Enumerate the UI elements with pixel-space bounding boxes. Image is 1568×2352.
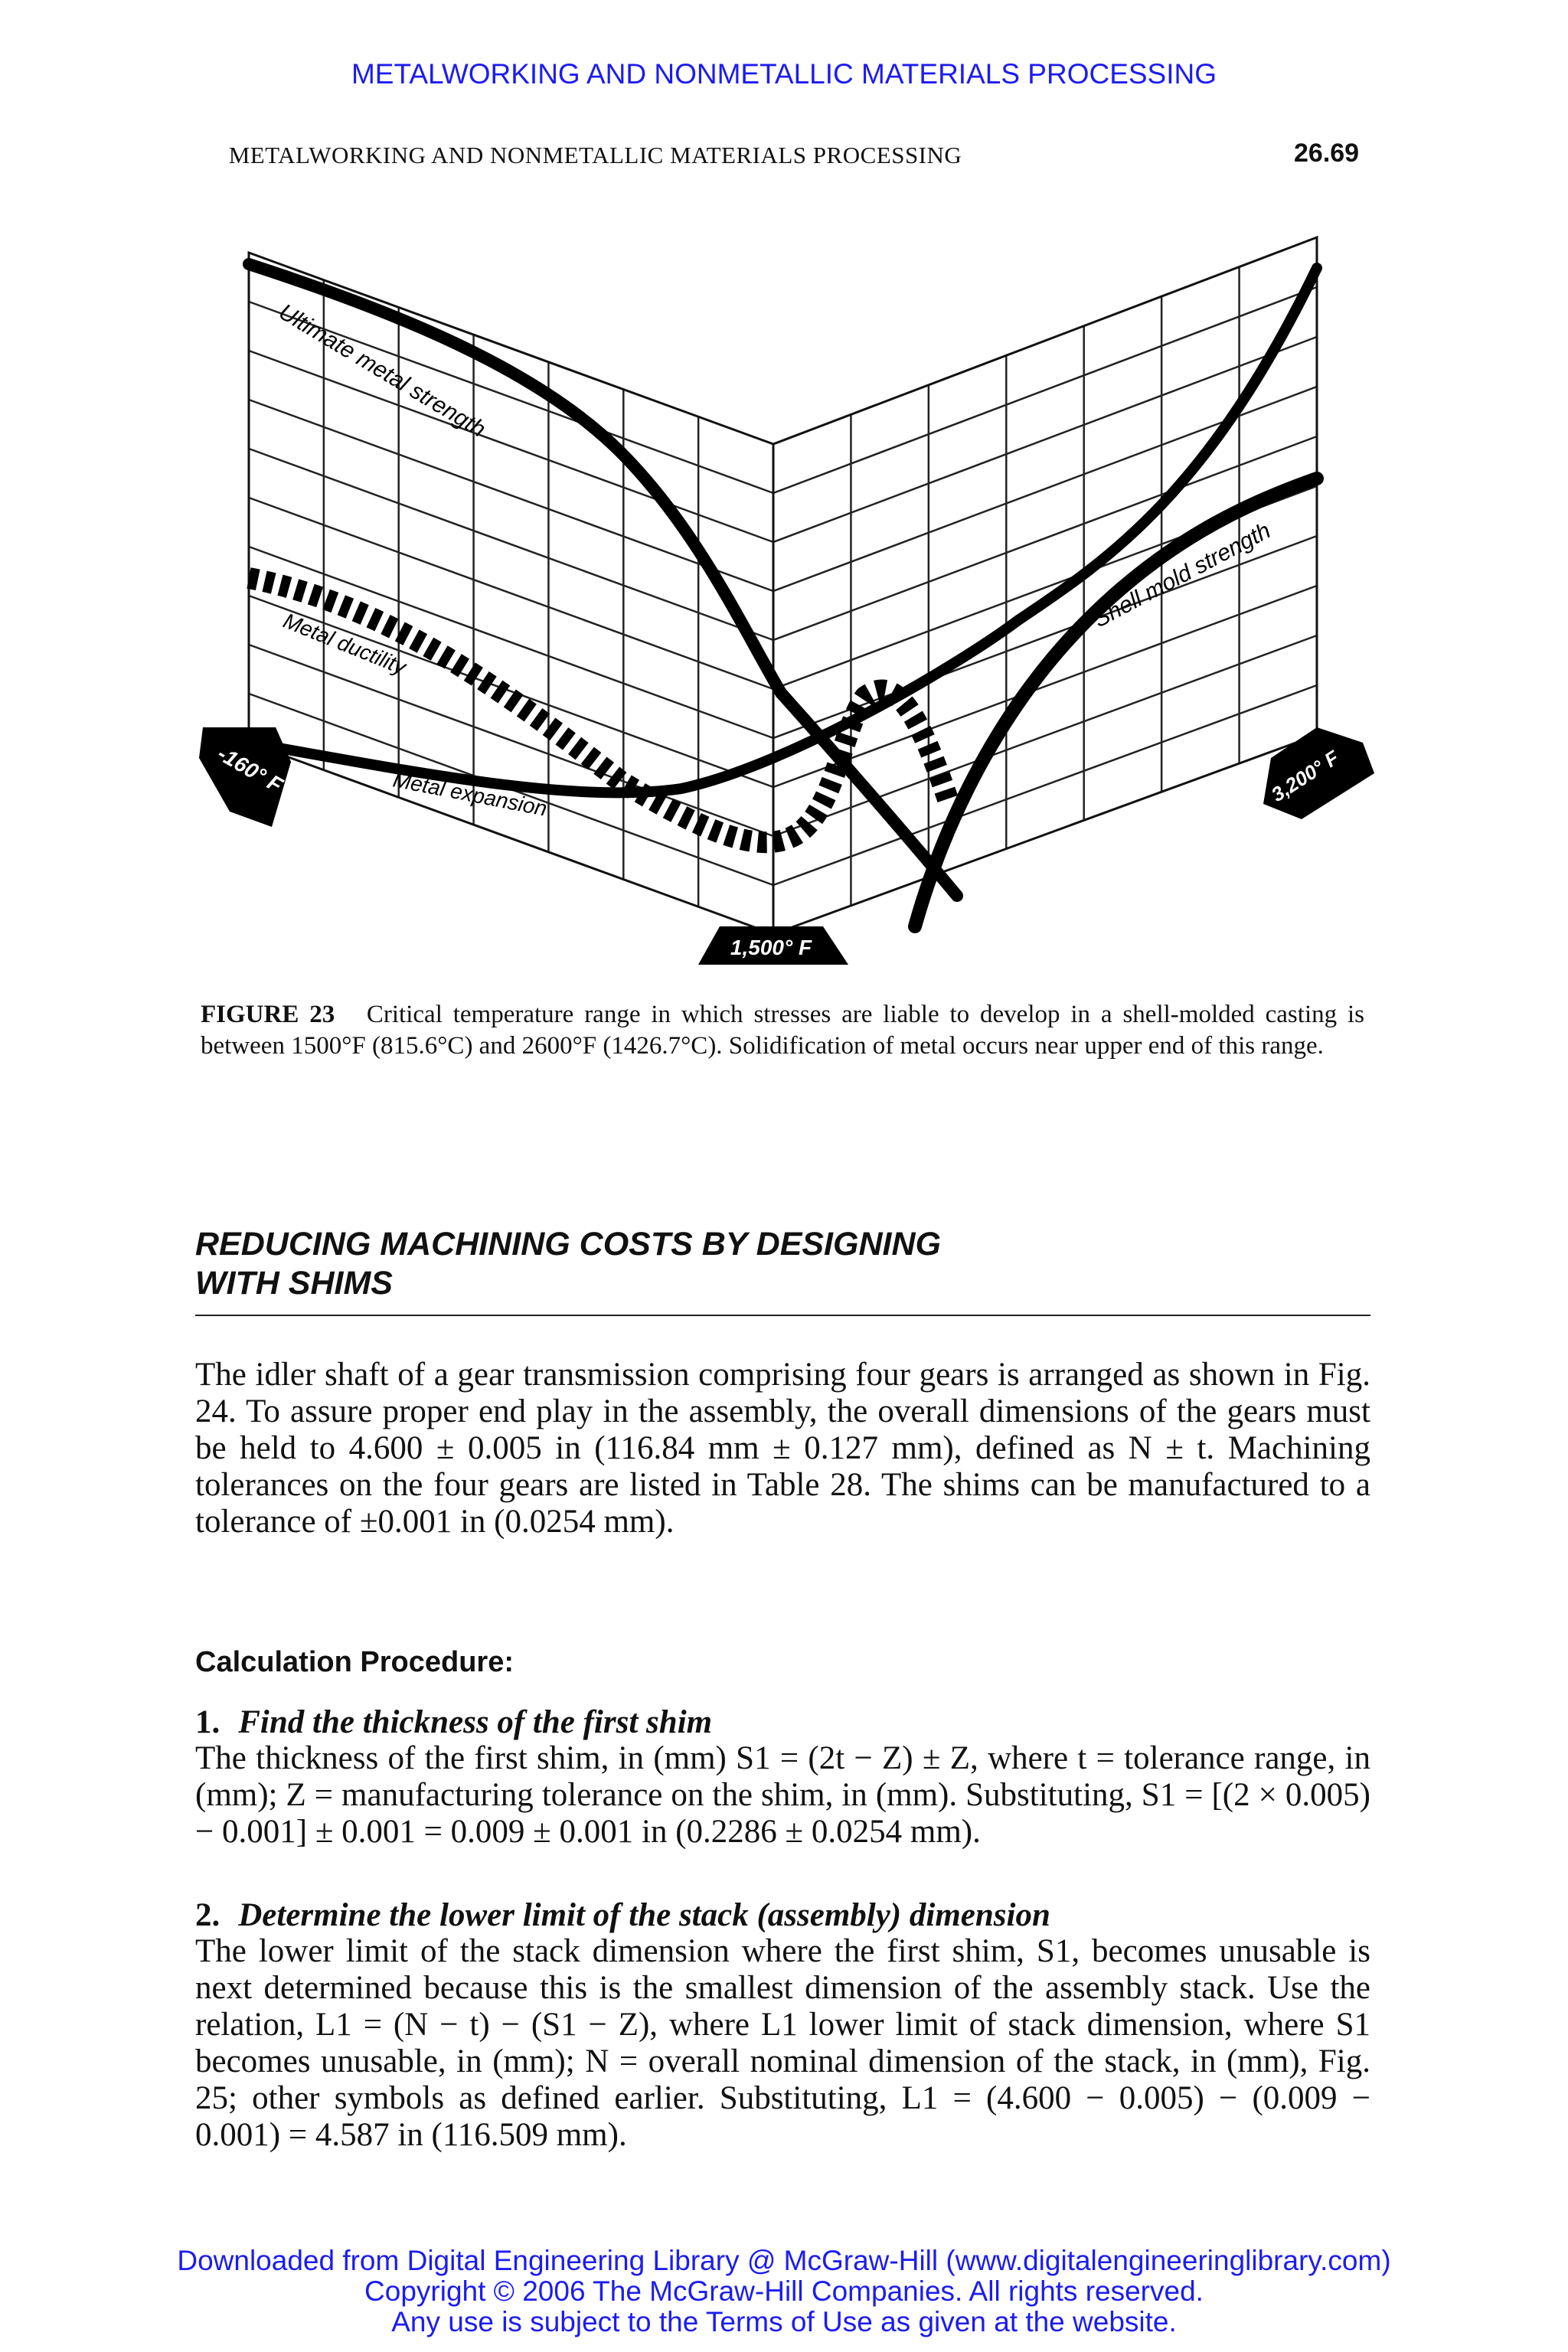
caption-text: Critical temperature range in which stresses are liable to develop in a shell-molded casting is between 1500°F (815.6°C) and 2600°F (1426.7°C). Solidification of metal occurs near upper end of this range. (201, 1001, 1365, 1060)
label-metal-expansion: Metal expansion (390, 767, 549, 821)
step1-number: 1. (195, 1704, 220, 1740)
figure-23-diagram (191, 222, 1386, 988)
marker-center (698, 926, 848, 965)
step2-paragraph: The lower limit of the stack dimension where the first shim, S1, becomes unusable is next determined because this is the smallest dimension of the assembly stack. Use the relation, L1 = (N − t) − (S1 − Z), where L1 lower limit of stack dimension, where S1 becomes unusable, in (mm); N = overall nominal dimension of the stack, in (mm), Fig. 25; other symbols as defined earlier. Substituting, L1 = (4.600 − 0.005) − (0.009 − 0.001) = 4.587 in (116.509 mm). (195, 1933, 1370, 2153)
metal-expansion-curve (249, 268, 1317, 792)
page-number: 26.69 (1294, 139, 1360, 168)
grid-line (249, 498, 773, 689)
temp-center-label: 1,500° F (730, 936, 812, 959)
grid-line (249, 400, 773, 591)
label-ultimate-strength: Ultimate metal strength (274, 299, 490, 443)
marker-right (1263, 727, 1374, 819)
temp-right-label: 3,200° F (1266, 746, 1343, 807)
section-title (195, 1225, 1114, 1303)
section-title-line2: WITH SHIMS (195, 1265, 393, 1302)
section-title-line1: REDUCING MACHINING COSTS BY DESIGNING (195, 1226, 941, 1263)
step1-paragraph: The thickness of the first shim, in (mm) S1 = (2t − Z) ± Z, where t = tolerance range, in (mm); Z = manufacturing tolerance on the shim, in (mm). Substituting, S1 = [(2 × 0.005) − 0.001] ± 0.001 = 0.009 ± 0.001 in (0.2286 ± 0.0254 mm). (195, 1740, 1370, 1850)
footer-download-line[interactable]: Downloaded from Digital Engineering Library @ McGraw-Hill (www.digitalengineeringlibrary.com) (177, 2245, 1391, 2276)
figure-caption (201, 999, 1364, 1062)
marker-left (199, 727, 291, 827)
label-shell-mold-strength: Shell mold strength (1089, 518, 1276, 633)
step1-heading (195, 1704, 712, 1741)
grid-line (249, 351, 773, 542)
label-metal-ductility: Metal ductility (279, 608, 410, 680)
footer-copyright-line: Copyright © 2006 The McGraw-Hill Companies. All rights reserved. (364, 2275, 1204, 2307)
temp-left-label: -160° F (214, 741, 287, 798)
banner-title: METALWORKING AND NONMETALLIC MATERIALS PROCESSING (351, 58, 1217, 90)
grid-line (773, 586, 1317, 787)
grid-line (773, 287, 1317, 493)
section-divider (195, 1315, 1370, 1316)
procedure-heading: Calculation Procedure: (195, 1646, 514, 1678)
footer-terms-line[interactable]: Any use is subject to the Terms of Use as given at the website. (391, 2306, 1177, 2337)
step2-title: Determine the lower limit of the stack (assembly) dimension (238, 1897, 1050, 1933)
running-head: METALWORKING AND NONMETALLIC MATERIALS PROCESSING (228, 142, 962, 168)
metal-ductility-curve (249, 578, 949, 842)
step2-heading (195, 1896, 1050, 1934)
step2-number: 2. (195, 1897, 220, 1933)
intro-paragraph: The idler shaft of a gear transmission comprising four gears is arranged as shown in Fig. 24. To assure proper end play in the assembly, the overall dimensions of the gears must be held to 4.600 ± 0.005 in (116.84 mm ± 0.127 mm), defined as N ± t. Machining tolerances on the four gears are listed in Table 28. The shims can be manufactured to a tolerance of ±0.001 in (0.0254 mm). (195, 1357, 1370, 1540)
step1-title: Find the thickness of the first shim (238, 1704, 713, 1740)
caption-label: FIGURE 23 (201, 1001, 335, 1028)
